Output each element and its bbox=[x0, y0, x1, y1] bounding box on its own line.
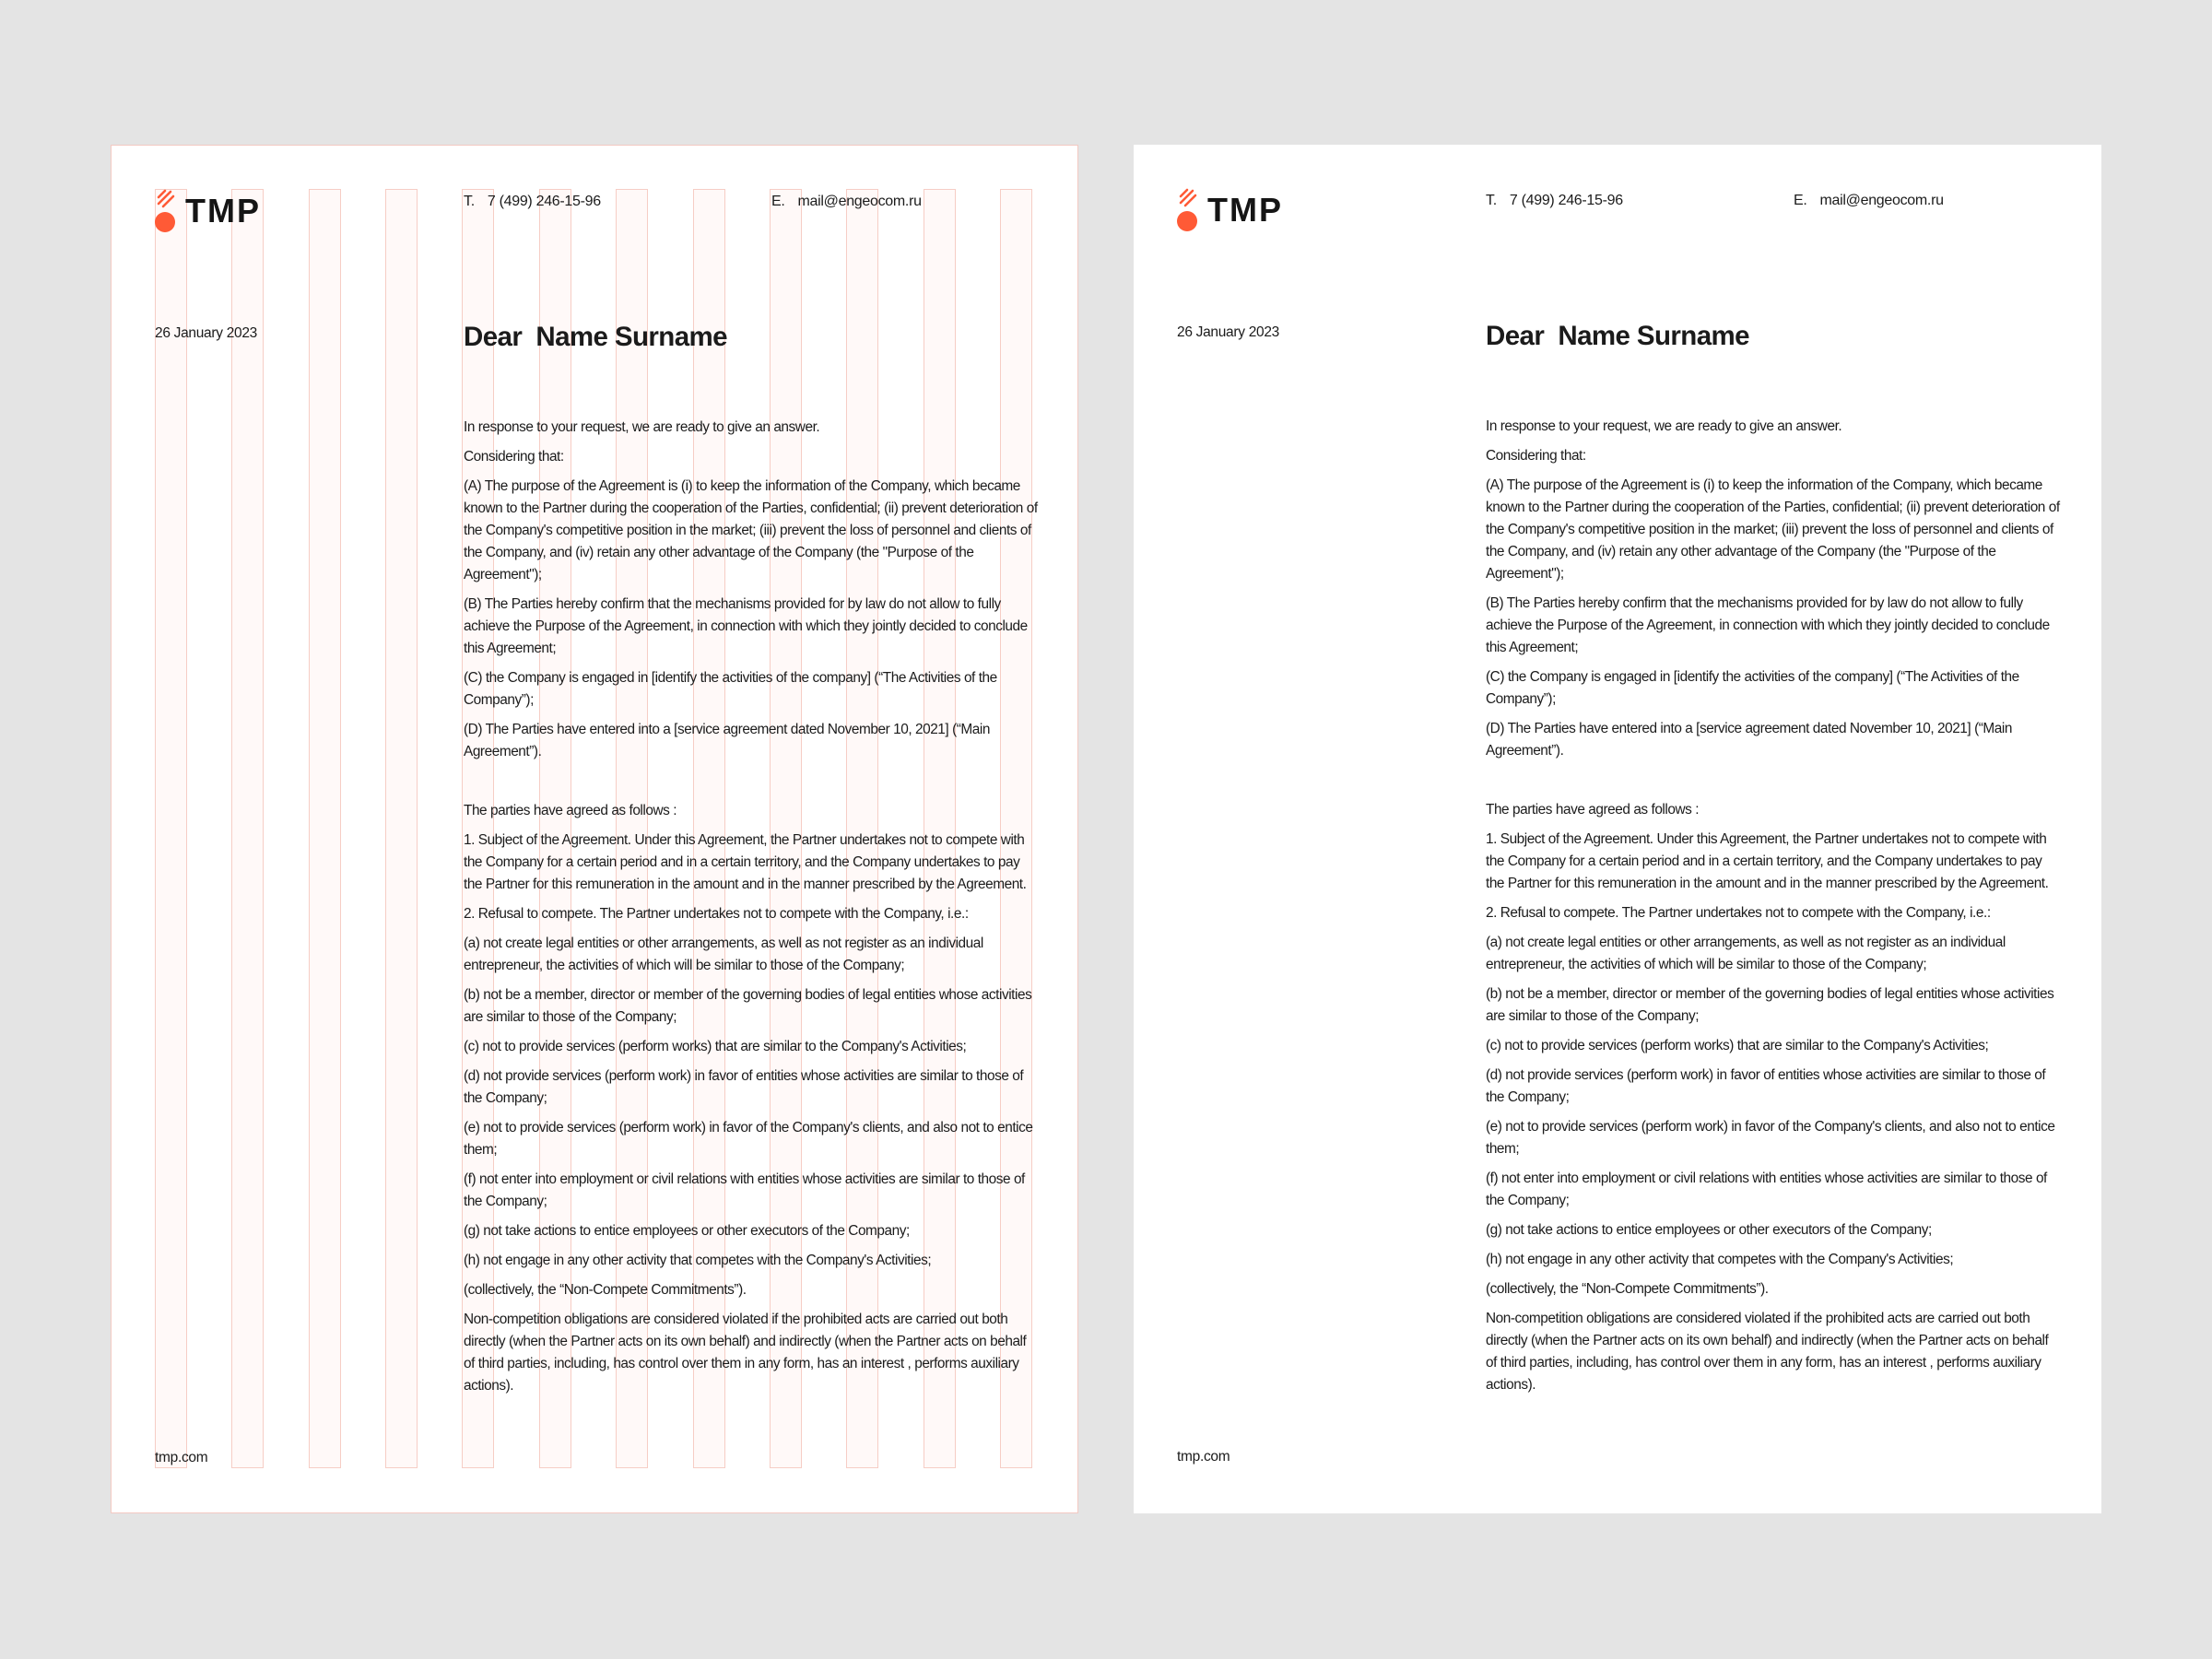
letter-page-with-grid bbox=[111, 145, 1078, 1513]
body-paragraph: (e) not to provide services (perform work) in favor of the Company's clients, and also not to entice them; bbox=[1486, 1119, 2055, 1157]
body-paragraph: (g) not take actions to entice employees or other executors of the Company; bbox=[464, 1223, 910, 1239]
body-paragraph: (A) The purpose of the Agreement is (i) to keep the information of the Company, which became known to the Partner during the cooperation of the Parties, confidential; (ii) prevent deterioration of the Company's competitive position in the market; (iii) prevent the loss of personnel and clients of the Company, and (iv) retain any other advantage of the Company (the "Purpose of the Agreement"); bbox=[464, 478, 1038, 582]
body-paragraph: (b) not be a member, director or member of the governing bodies of legal entities whose activities are similar to those of the Company; bbox=[464, 987, 1032, 1025]
email-value[interactable]: mail@engeocom.ru bbox=[1819, 193, 1944, 208]
letter-date: 26 January 2023 bbox=[155, 325, 257, 341]
body-paragraph: (f) not enter into employment or civil relations with entities whose activities are similar to those of the Company; bbox=[1486, 1171, 2047, 1208]
phone-value: 7 (499) 246-15-96 bbox=[1509, 193, 1623, 208]
body-paragraph: (C) the Company is engaged in [identify the activities of the company] (“The Activities of the Company”); bbox=[464, 670, 997, 708]
body-paragraph: (f) not enter into employment or civil relations with entities whose activities are similar to those of the Company; bbox=[464, 1171, 1025, 1209]
letter-page-clean bbox=[1134, 145, 2101, 1513]
grid-column bbox=[155, 189, 187, 1468]
body-paragraph: (b) not be a member, director or member of the governing bodies of legal entities whose activities are similar to those of the Company; bbox=[1486, 986, 2054, 1024]
grid-column bbox=[385, 189, 418, 1468]
body-paragraph: (B) The Parties hereby confirm that the mechanisms provided for by law do not allow to fully achieve the Purpose of the Agreement, in connection with which they jointly decided to conclude this Agreement; bbox=[1486, 595, 2050, 655]
body-paragraph: 1. Subject of the Agreement. Under this Agreement, the Partner undertakes not to compete with the Company for a certain period and in a certain territory, and the Company undertakes to pay the Partner for this remuneration in the amount and in the manner prescribed by the Agreement. bbox=[1486, 831, 2049, 891]
body-paragraph: (e) not to provide services (perform work) in favor of the Company's clients, and also not to entice them; bbox=[464, 1120, 1033, 1158]
body-paragraph: Non-competition obligations are considered violated if the prohibited acts are carried out both directly (when the Partner acts on its own behalf) and indirectly (when the Partner acts on behalf of third parties, including, has control over them in any form, has an interest , performs auxiliary actions). bbox=[464, 1312, 1027, 1394]
body-paragraph: (collectively, the “Non-Compete Commitments”). bbox=[1486, 1281, 1769, 1297]
tmp-logo-icon bbox=[155, 189, 179, 233]
grid-column bbox=[231, 189, 264, 1468]
phone-label: T. bbox=[464, 194, 475, 209]
body-paragraph: (D) The Parties have entered into a [service agreement dated November 10, 2021] (“Main Agreement”). bbox=[1486, 721, 2012, 759]
greeting-heading: Dear Name Surname bbox=[1486, 321, 1749, 351]
body-paragraph: (g) not take actions to entice employees or other executors of the Company; bbox=[1486, 1222, 1932, 1238]
phone-label: T. bbox=[1486, 193, 1497, 208]
brand-name: TMP bbox=[1207, 191, 1283, 229]
body-paragraph: Considering that: bbox=[464, 449, 564, 465]
body-paragraph: 2. Refusal to compete. The Partner undertakes not to compete with the Company, i.e.: bbox=[464, 906, 969, 922]
email-label: E. bbox=[1794, 193, 1807, 208]
body-paragraph: (c) not to provide services (perform works) that are similar to the Company's Activities; bbox=[1486, 1038, 1989, 1053]
contact-phone bbox=[464, 193, 601, 211]
body-paragraph: (collectively, the “Non-Compete Commitments”). bbox=[464, 1282, 747, 1298]
body-paragraph: (a) not create legal entities or other arrangements, as well as not register as an individual entrepreneur, the activities of which will be similar to those of the Company; bbox=[464, 935, 983, 973]
brand-name: TMP bbox=[185, 192, 261, 229]
body-paragraph: (c) not to provide services (perform works) that are similar to the Company's Activities; bbox=[464, 1039, 967, 1054]
body-paragraph: (B) The Parties hereby confirm that the mechanisms provided for by law do not allow to fully achieve the Purpose of the Agreement, in connection with which they jointly decided to conclude this Agreement; bbox=[464, 596, 1028, 656]
contact-phone bbox=[1486, 192, 1623, 210]
body-paragraph: The parties have agreed as follows : bbox=[464, 803, 677, 818]
body-paragraph: In response to your request, we are ready to give an answer. bbox=[464, 419, 820, 435]
footer-website[interactable]: tmp.com bbox=[155, 1450, 208, 1465]
footer-website[interactable]: tmp.com bbox=[1177, 1449, 1230, 1465]
body-paragraph: Non-competition obligations are considered violated if the prohibited acts are carried out both directly (when the Partner acts on its own behalf) and indirectly (when the Partner acts on behalf of third parties, including, has control over them in any form, has an interest , performs auxiliary actions). bbox=[1486, 1311, 2049, 1393]
body-paragraph: (d) not provide services (perform work) in favor of entities whose activities are similar to those of the Company; bbox=[1486, 1067, 2046, 1105]
contact-email bbox=[771, 193, 922, 211]
body-paragraph: 2. Refusal to compete. The Partner undertakes not to compete with the Company, i.e.: bbox=[1486, 905, 1991, 921]
body-paragraph: In response to your request, we are ready to give an answer. bbox=[1486, 418, 1842, 434]
body-paragraph: (A) The purpose of the Agreement is (i) to keep the information of the Company, which became known to the Partner during the cooperation of the Parties, confidential; (ii) prevent deterioration of the Company's competitive position in the market; (iii) prevent the loss of personnel and clients of the Company, and (iv) retain any other advantage of the Company (the "Purpose of the Agreement"); bbox=[1486, 477, 2060, 582]
body-paragraph: Considering that: bbox=[1486, 448, 1586, 464]
body-paragraph: (a) not create legal entities or other arrangements, as well as not register as an individual entrepreneur, the activities of which will be similar to those of the Company; bbox=[1486, 935, 2006, 972]
body-paragraph: (C) the Company is engaged in [identify the activities of the company] (“The Activities of the Company”); bbox=[1486, 669, 2019, 707]
body-paragraph: (d) not provide services (perform work) in favor of entities whose activities are similar to those of the Company; bbox=[464, 1068, 1024, 1106]
body-paragraph: 1. Subject of the Agreement. Under this Agreement, the Partner undertakes not to compete with the Company for a certain period and in a certain territory, and the Company undertakes to pay the Partner for this remuneration in the amount and in the manner prescribed by the Agreement. bbox=[464, 832, 1027, 892]
greeting-heading: Dear Name Surname bbox=[464, 322, 727, 352]
contact-email bbox=[1794, 192, 1944, 210]
body-paragraph: (h) not engage in any other activity that competes with the Company's Activities; bbox=[464, 1253, 932, 1268]
tmp-logo-icon bbox=[1177, 188, 1201, 232]
letter-body bbox=[1486, 416, 2062, 1404]
body-paragraph: The parties have agreed as follows : bbox=[1486, 802, 1700, 818]
letter-body bbox=[464, 417, 1040, 1405]
phone-value: 7 (499) 246-15-96 bbox=[487, 194, 601, 209]
body-paragraph: (h) not engage in any other activity that competes with the Company's Activities; bbox=[1486, 1252, 1954, 1267]
body-paragraph: (D) The Parties have entered into a [service agreement dated November 10, 2021] (“Main Agreement”). bbox=[464, 722, 990, 759]
grid-column bbox=[309, 189, 341, 1468]
letter-date: 26 January 2023 bbox=[1177, 324, 1279, 340]
email-label: E. bbox=[771, 194, 785, 209]
email-value[interactable]: mail@engeocom.ru bbox=[797, 194, 922, 209]
